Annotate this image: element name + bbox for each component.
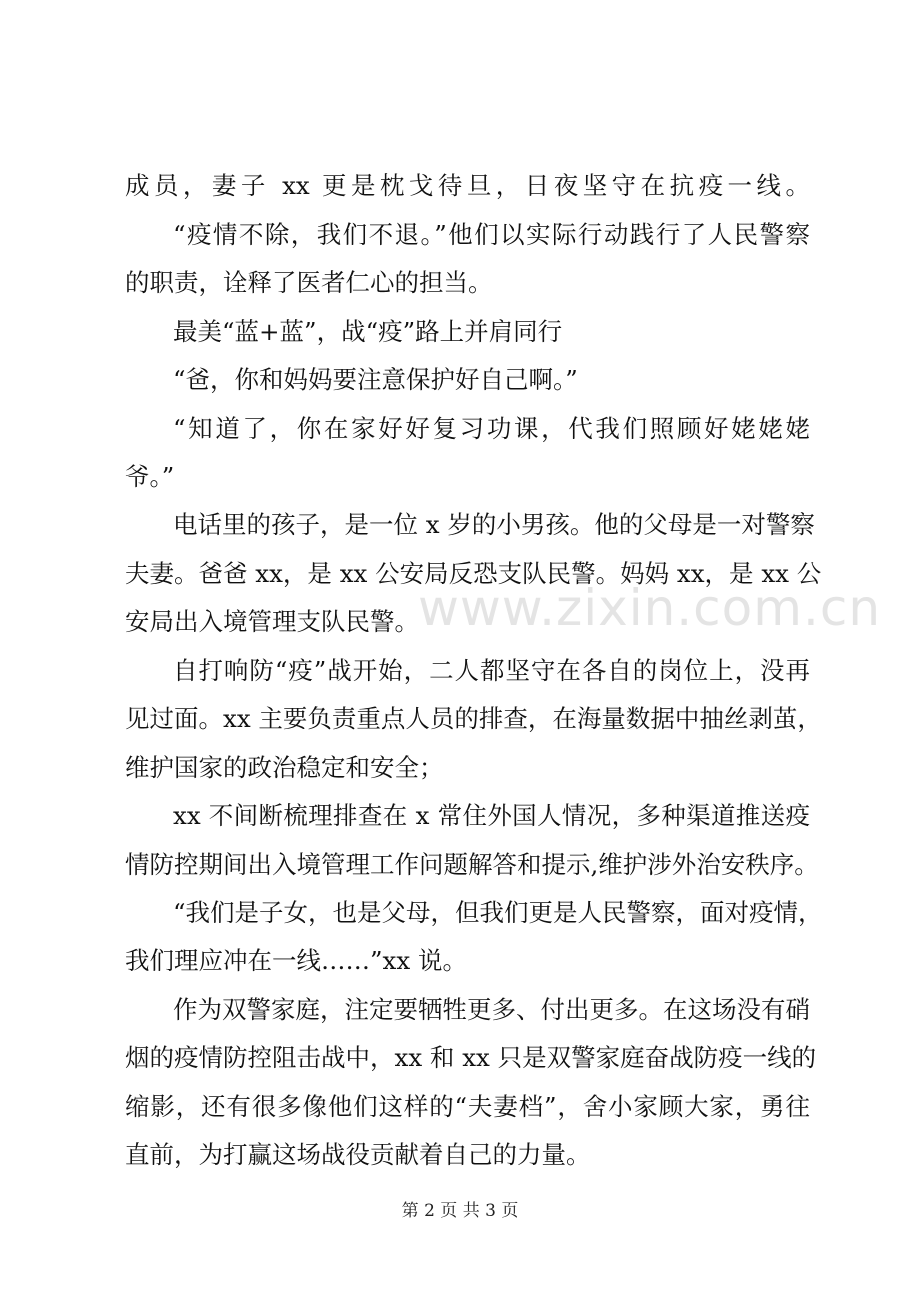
text-line-10: 安局出入境管理支队民警。 [125, 607, 419, 636]
text-line-17: 我们理应冲在一线……”xx 说。 [125, 946, 467, 975]
section-heading: 最美“蓝+蓝”，战“疫”路上并肩同行 [173, 317, 563, 346]
page-footer: 第 2 页 共 3 页 [401, 1201, 519, 1221]
text-line-21: 直前，为打赢这场战役贡献着自己的力量。 [125, 1140, 591, 1169]
text-line-15: 情防控期间出入境管理工作问题解答和提示,维护涉外治安秩序。 [125, 850, 819, 879]
text-line-9: 夫妻。爸爸 xx，是 xx 公安局反恐支队民警。妈妈 xx，是 xx 公 [125, 559, 822, 588]
text-line-18: 作为双警家庭，注定要牺牲更多、付出更多。在这场没有硝 [173, 995, 810, 1024]
text-line-6: “知道了，你在家好好复习功课，代我们照顾好姥姥姥 [173, 414, 810, 443]
text-line-5: “爸，你和妈妈要注意保护好自己啊。” [173, 365, 578, 394]
text-line-19: 烟的疫情防控阻击战中，xx 和 xx 只是双警家庭奋战防疫一线的 [125, 1043, 817, 1072]
text-line-2: “疫情不除，我们不退。”他们以实际行动践行了人民警察 [173, 220, 810, 249]
text-line-16: “我们是子女，也是父母，但我们更是人民警察，面对疫情， [173, 898, 823, 927]
text-line-11: 自打响防“疫”战开始，二人都坚守在各自的岗位上，没再 [173, 656, 810, 685]
text-line-13: 维护国家的政治稳定和安全； [125, 753, 444, 782]
text-line-8: 电话里的孩子，是一位 x 岁的小男孩。他的父母是一对警察 [173, 510, 815, 539]
text-line-12: 见过面。xx 主要负责重点人员的排查，在海量数据中抽丝剥茧， [125, 704, 822, 733]
text-line-1: 成员，妻子 xx 更是枕戈待旦，日夜坚守在抗疫一线。 [125, 171, 810, 200]
watermark: www.zixin.com.cn [418, 579, 882, 637]
text-line-3: 的职责，诠释了医者仁心的担当。 [125, 268, 493, 297]
text-line-20: 缩影，还有很多像他们这样的“夫妻档”，舍小家顾大家，勇往 [125, 1092, 810, 1121]
text-line-7: 爷。” [125, 462, 175, 491]
text-line-14: xx 不间断梳理排查在 x 常住外国人情况，多种渠道推送疫 [173, 801, 810, 830]
